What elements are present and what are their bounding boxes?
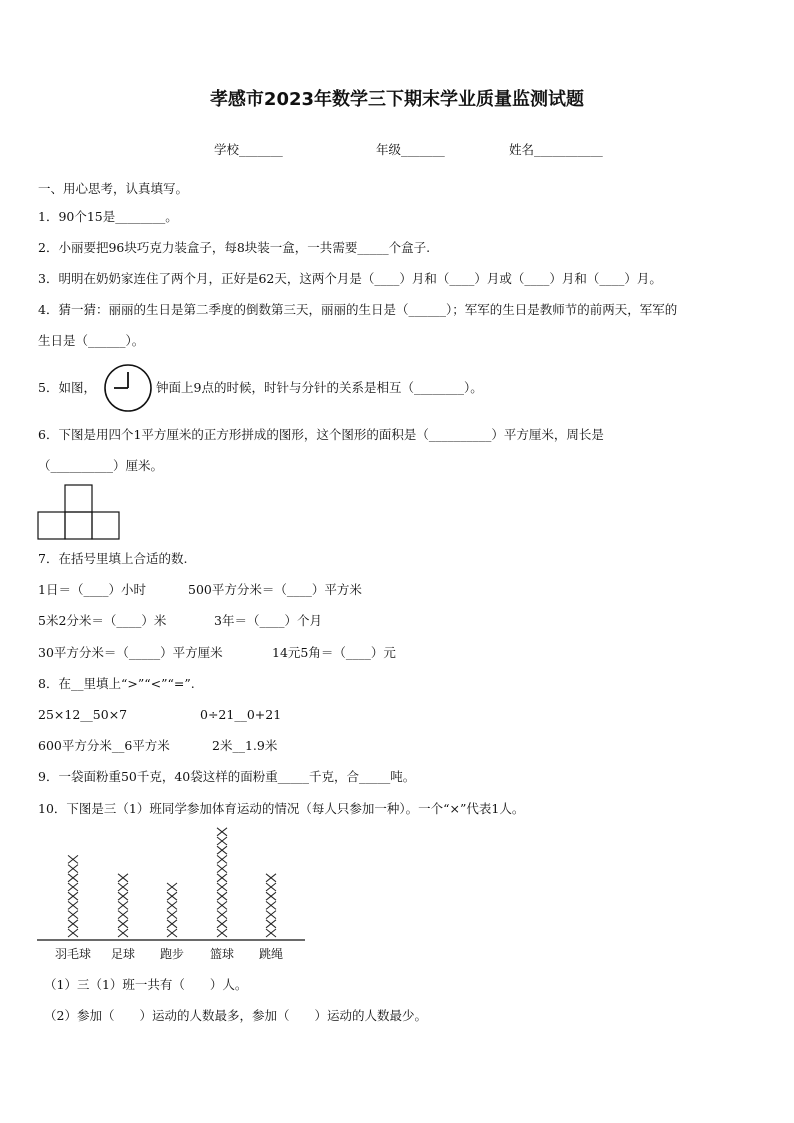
question-7-item: 3年＝（____）个月: [214, 613, 322, 628]
cross-mark: [217, 828, 227, 836]
question-2: 2．小丽要把96块巧克力装盒子，每8块装一盒，一共需要_____个盒子.: [38, 240, 431, 255]
cross-mark: [167, 901, 177, 909]
question-4-line1: 4．猜一猜：丽丽的生日是第二季度的倒数第三天，丽丽的生日是（______）；军军的生日是教师节的前两天，军军的: [38, 302, 678, 317]
cross-mark: [118, 892, 128, 900]
question-8-item: 600平方分米__6平方米: [38, 738, 170, 753]
question-5-text: 钟面上9点的时候，时针与分针的关系是相互（________）。: [156, 380, 483, 395]
question-10: 10．下图是三（1）班同学参加体育运动的情况（每人只参加一种）。一个“×”代表1人。: [38, 801, 525, 816]
cross-mark: [217, 874, 227, 882]
question-3: 3．明明在奶奶家连住了两个月，正好是62天，这两个月是（____）月和（____）月或（____）月和（____）月。: [38, 271, 662, 286]
question-7-intro: 7．在括号里填上合适的数.: [38, 551, 188, 566]
question-10-part-2: （2）参加（ ）运动的人数最多，参加（ ）运动的人数最少。: [44, 1008, 427, 1023]
cross-mark: [118, 920, 128, 928]
cross-mark: [266, 911, 276, 919]
cross-mark: [68, 911, 78, 919]
question-8-item: 2米__1.9米: [212, 738, 278, 753]
question-10-part-1: （1）三（1）班一共有（ ）人。: [44, 977, 248, 992]
category-label: 篮球: [209, 947, 235, 961]
cross-mark: [68, 883, 78, 891]
cross-mark: [118, 911, 128, 919]
cross-mark: [118, 901, 128, 909]
cross-mark: [68, 901, 78, 909]
cross-mark: [167, 920, 177, 928]
question-7-item: 30平方分米＝（_____）平方厘米: [38, 645, 223, 660]
question-5-prefix: 5．如图，: [38, 380, 96, 395]
cross-mark: [217, 901, 227, 909]
cross-mark: [266, 920, 276, 928]
question-6-line2: （__________）厘米。: [38, 458, 164, 473]
cross-mark: [217, 837, 227, 845]
cross-mark: [167, 929, 177, 937]
cross-mark: [68, 929, 78, 937]
question-8-item: 25×12__50×7: [38, 707, 128, 722]
question-7-item: 500平方分米＝（____）平方米: [188, 582, 362, 597]
question-7-item: 14元5角＝（____）元: [272, 645, 396, 660]
question-7-item: 5米2分米＝（____）米: [38, 613, 167, 628]
question-8-item: 0÷21__0+21: [200, 707, 282, 722]
category-label: 跳绳: [258, 947, 284, 961]
cross-mark: [118, 929, 128, 937]
category-label: 足球: [110, 947, 136, 961]
cross-mark: [217, 846, 227, 854]
page-title: 孝感市2023年数学三下期末学业质量监测试题: [209, 89, 585, 110]
cross-mark: [167, 883, 177, 891]
cross-mark: [217, 920, 227, 928]
cross-mark: [217, 929, 227, 937]
cross-mark: [266, 874, 276, 882]
cross-mark: [68, 865, 78, 873]
name-field[interactable]: 姓名___________: [509, 142, 603, 157]
cross-mark: [266, 901, 276, 909]
school-field[interactable]: 学校_______: [214, 142, 283, 157]
cross-mark: [118, 883, 128, 891]
cross-mark: [217, 883, 227, 891]
category-label: 跑步: [159, 947, 185, 961]
question-8-intro: 8．在__里填上“>”“<”“=”.: [38, 676, 195, 691]
question-4-line2: 生日是（______）。: [38, 333, 145, 348]
cross-mark: [217, 865, 227, 873]
cross-mark: [217, 911, 227, 919]
question-6-line1: 6．下图是用四个1平方厘米的正方形拼成的图形，这个图形的面积是（__________）平方厘米，周长是: [38, 427, 604, 442]
cross-mark: [217, 892, 227, 900]
cross-mark: [167, 911, 177, 919]
cross-mark: [68, 874, 78, 882]
question-7-item: 1日＝（____）小时: [38, 582, 146, 597]
cross-mark: [266, 929, 276, 937]
cross-mark: [167, 892, 177, 900]
clock-icon: [103, 363, 153, 413]
cross-mark: [68, 855, 78, 863]
cross-mark: [217, 855, 227, 863]
cross-mark: [118, 874, 128, 882]
question-9: 9．一袋面粉重50千克，40袋这样的面粉重_____千克，合_____吨。: [38, 769, 416, 784]
cross-mark: [266, 892, 276, 900]
cross-mark: [68, 892, 78, 900]
grade-field[interactable]: 年级_______: [376, 142, 445, 157]
question-1: 1．90个15是________。: [38, 209, 178, 224]
sports-pictograph: [37, 826, 307, 966]
cross-mark: [266, 883, 276, 891]
category-label: 羽毛球: [54, 947, 92, 961]
cross-mark: [68, 920, 78, 928]
square-figure: [37, 484, 121, 542]
section-heading: 一、用心思考，认真填写。: [38, 181, 189, 196]
